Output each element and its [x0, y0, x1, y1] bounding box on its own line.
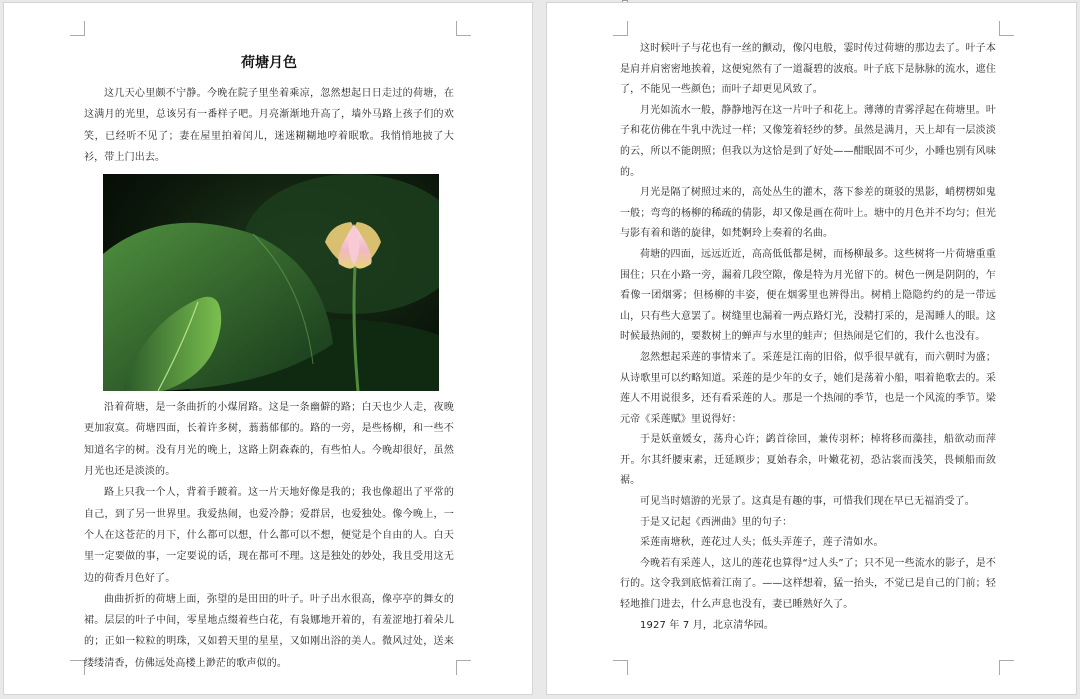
- paragraph: 月光是隔了树照过来的，高处丛生的灌木，落下参差的斑驳的黑影，峭楞楞如鬼一般；弯弯的杨柳的稀疏的倩影，却又像是画在荷叶上。塘中的月色并不均匀；但光与影有着和谐的旋律，如梵婀玲上奏着的名曲。: [620, 187, 996, 240]
- paragraph: 于是又记起《西洲曲》里的句子：: [640, 516, 793, 528]
- paragraph: 采莲南塘秋，莲花过人头；低头弄莲子，莲子清如水。: [640, 537, 884, 549]
- paragraph: 忽然想起采莲的事情来了。采莲是江南的旧俗，似乎很早就有，而六朝时为盛；从诗歌里可以约略知道。采莲的是少年的女子，她们是荡着小船，唱着艳歌去的。采莲人不用说很多，还有看采莲的人。那是一个热闹的季节，也是一个风流的季节。梁元帝《采莲赋》里说得好：: [620, 351, 996, 425]
- document-page-left: [3, 2, 533, 695]
- paragraph: 这几天心里颇不宁静。今晚在院子里坐着乘凉，忽然想起日日走过的荷塘，在这满月的光里，总该另有一番样子吧。月亮渐渐地升高了，墙外马路上孩子们的欢笑，已经听不见了；妻在屋里拍着闰儿，迷迷糊糊地哼着眠歌。我悄悄地披了大衫，带上门出去。: [84, 88, 454, 163]
- paragraph: 沿着荷塘，是一条曲折的小煤屑路。这是一条幽僻的路；白天也少人走，夜晚更加寂寞。荷塘四面，长着许多树，蓊蓊郁郁的。路的一旁，是些杨柳，和一些不知道名字的树。没有月光的晚上，这路上阴森森的，有些怕人。今晚却很好，虽然月光也还是淡淡的。: [84, 402, 454, 478]
- crop-mark-top-right: [999, 21, 1014, 36]
- left-page-content[interactable]: [84, 47, 454, 674]
- paragraph: 这时候叶子与花也有一丝的颤动，像闪电般，霎时传过荷塘的那边去了。叶子本是肩并肩密密地挨着，这便宛然有了一道凝碧的波痕。叶子底下是脉脉的流水，遮住了，不能见一些颜色；而叶子却更见风致了。: [620, 43, 996, 96]
- paragraph-date: 1927 年 7 月，北京清华园。: [640, 619, 774, 631]
- page-title: 荷塘月色: [241, 55, 297, 71]
- paragraph: 路上只我一个人，背着手踱着。这一片天地好像是我的；我也像超出了平常的自己，到了另一世界里。我爱热闹，也爱冷静；爱群居，也爱独处。像今晚上，一个人在这苍茫的月下，什么都可以想，什么都可以不想，便觉是个自由的人。白天里一定要做的事，一定要说的话，现在都可不理。这是独处的妙处，我且受用这无边的荷香月色好了。: [84, 487, 454, 584]
- document-page-right: [546, 2, 1077, 695]
- crop-mark-top-left: [613, 21, 628, 36]
- crop-mark-top-right: [456, 21, 471, 36]
- crop-mark-top-left: [70, 21, 85, 36]
- paragraph: 于是妖童媛女，荡舟心许；鹢首徐回，兼传羽杯；棹将移而藻挂，船欲动而萍开。尔其纤腰束素，迁延顾步；夏始春余，叶嫩花初，恐沾裳而浅笑，畏倾船而敛裾。: [620, 434, 996, 487]
- paragraph: 曲曲折折的荷塘上面，弥望的是田田的叶子。叶子出水很高，像亭亭的舞女的裙。层层的叶子中间，零星地点缀着些白花，有袅娜地开着的，有羞涩地打着朵儿的；正如一粒粒的明珠，又如碧天里的星星，又如刚出浴的美人。微风过处，送来缕缕清香，仿佛远处高楼上渺茫的歌声似的。: [84, 593, 454, 669]
- lotus-image[interactable]: [103, 174, 439, 391]
- crop-mark-bottom-left: [70, 660, 85, 675]
- right-page-content[interactable]: [620, 39, 996, 636]
- crop-mark-bottom-left: [613, 660, 628, 675]
- paragraph: 月光如流水一般，静静地泻在这一片叶子和花上。薄薄的青雾浮起在荷塘里。叶子和花仿佛在牛乳中洗过一样；又像笼着轻纱的梦。虽然是满月，天上却有一层淡淡的云，所以不能朗照；但我以为这恰是到了好处——酣眠固不可少，小睡也别有风味的。: [620, 104, 996, 178]
- paragraph: 可见当时嬉游的光景了。这真是有趣的事，可惜我们现在早已无福消受了。: [640, 496, 975, 508]
- paragraph: 今晚若有采莲人，这儿的莲花也算得“过人头”了；只不见一些流水的影子，是不行的。这令我到底惦着江南了。——这样想着，猛一抬头，不觉已是自己的门前；轻轻地推门进去，什么声息也没有，妻已睡熟好久了。: [620, 557, 996, 611]
- crop-mark-bottom-right: [456, 660, 471, 675]
- crop-mark-bottom-right: [999, 660, 1014, 675]
- paragraph: 荷塘的四面，远远近近，高高低低都是树，而杨柳最多。这些树将一片荷塘重重围住；只在小路一旁，漏着几段空隙，像是特为月光留下的。树色一例是阴阴的，乍看像一团烟雾；但杨柳的丰姿，便在烟雾里也辨得出。树梢上隐隐约约的是一带远山，只有些大意罢了。树缝里也漏着一两点路灯光，没精打采的，是渴睡人的眼。这时候最热闹的，要数树上的蝉声与水里的蛙声；但热闹是它们的，我什么也没有。: [620, 248, 996, 343]
